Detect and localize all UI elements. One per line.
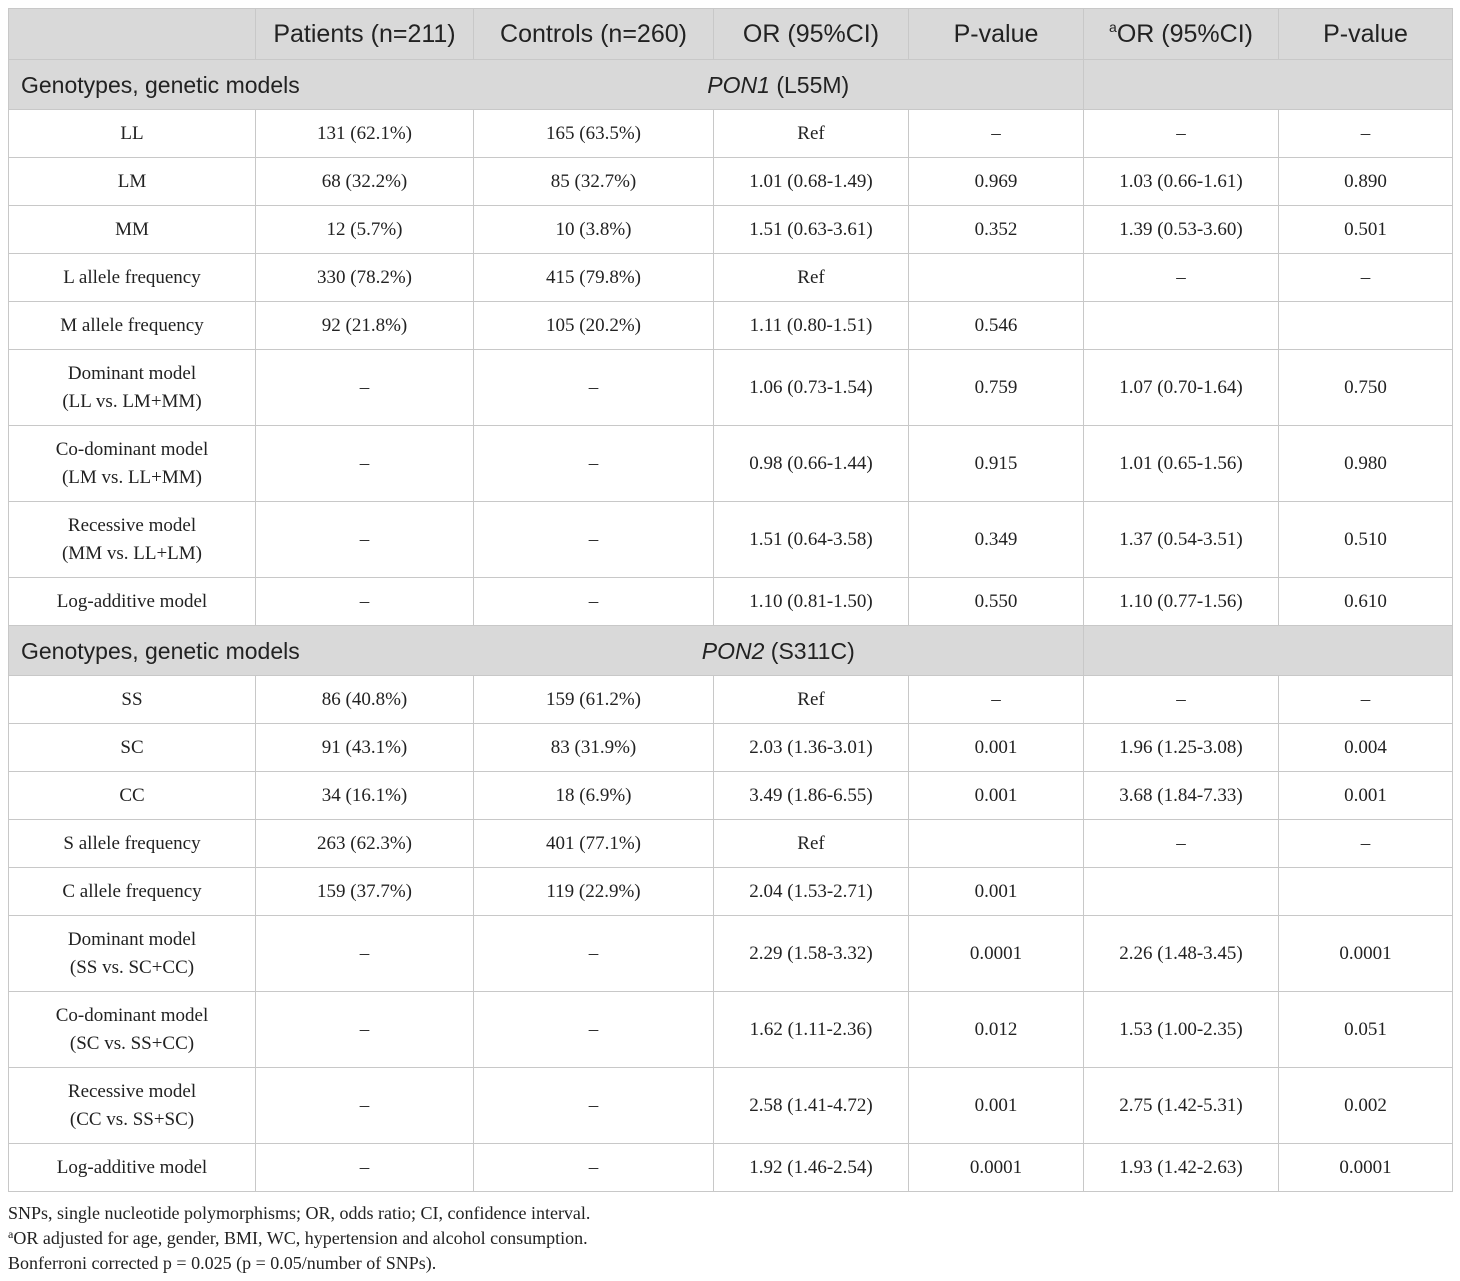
row-label — [9, 350, 256, 426]
row-label-line: SS — [121, 688, 143, 710]
cell-p-value: 0.0001 — [909, 1144, 1084, 1192]
cell-controls: 401 (77.1%) — [474, 820, 714, 868]
cell-controls: – — [474, 916, 714, 992]
row-label — [9, 302, 256, 350]
cell-or: 1.11 (0.80-1.51) — [714, 302, 909, 350]
cell-adjusted-p-value: 0.750 — [1279, 350, 1453, 426]
gene-name: PON1 — [707, 71, 770, 98]
cell-or: 1.10 (0.81-1.50) — [714, 578, 909, 626]
cell-p-value: 0.001 — [909, 868, 1084, 916]
cell-adjusted-or: – — [1084, 820, 1279, 868]
cell-or: 1.51 (0.64-3.58) — [714, 502, 909, 578]
cell-controls: – — [474, 1068, 714, 1144]
table-row — [9, 426, 1453, 502]
row-label — [9, 110, 256, 158]
cell-or: 1.92 (1.46-2.54) — [714, 1144, 909, 1192]
cell-adjusted-p-value: 0.890 — [1279, 158, 1453, 206]
gene-variant: (S311C) — [764, 637, 855, 664]
header-controls: Controls (n=260) — [474, 9, 714, 60]
row-label-line: (SC vs. SS+CC) — [69, 1032, 195, 1054]
cell-or: Ref — [714, 676, 909, 724]
row-label-line: Co-dominant model — [55, 438, 209, 460]
row-label-line: (CC vs. SS+SC) — [69, 1108, 195, 1130]
header-or: OR (95%CI) — [714, 9, 909, 60]
cell-adjusted-or: 3.68 (1.84-7.33) — [1084, 772, 1279, 820]
row-label-line: SC — [120, 736, 144, 758]
cell-adjusted-p-value: – — [1279, 820, 1453, 868]
header-p-value: P-value — [909, 9, 1084, 60]
row-label — [9, 1144, 256, 1192]
cell-adjusted-p-value: 0.0001 — [1279, 916, 1453, 992]
row-label — [9, 206, 256, 254]
section-label: Genotypes, genetic models — [9, 626, 474, 676]
row-label-line: (SS vs. SC+CC) — [69, 956, 195, 978]
cell-adjusted-p-value: – — [1279, 110, 1453, 158]
cell-p-value — [909, 254, 1084, 302]
cell-p-value: – — [909, 676, 1084, 724]
cell-p-value — [909, 820, 1084, 868]
cell-p-value: 0.001 — [909, 1068, 1084, 1144]
cell-p-value: – — [909, 110, 1084, 158]
row-label-line: LL — [120, 122, 144, 144]
cell-adjusted-or: 2.26 (1.48-3.45) — [1084, 916, 1279, 992]
cell-controls: – — [474, 1144, 714, 1192]
footnote-adjusted-or-text: OR adjusted for age, gender, BMI, WC, hypertension and alcohol consumption. — [13, 1228, 588, 1248]
cell-controls: 85 (32.7%) — [474, 158, 714, 206]
cell-patients: – — [256, 916, 474, 992]
cell-adjusted-p-value: – — [1279, 254, 1453, 302]
header-adjusted-or-label: OR (95%CI) — [1116, 20, 1253, 48]
cell-p-value: 0.759 — [909, 350, 1084, 426]
cell-or: 0.98 (0.66-1.44) — [714, 426, 909, 502]
header-adjusted-or — [1084, 9, 1279, 60]
cell-adjusted-or: 1.53 (1.00-2.35) — [1084, 992, 1279, 1068]
cell-or: 2.03 (1.36-3.01) — [714, 724, 909, 772]
cell-patients: – — [256, 1144, 474, 1192]
cell-adjusted-p-value: 0.980 — [1279, 426, 1453, 502]
cell-adjusted-or: 1.39 (0.53-3.60) — [1084, 206, 1279, 254]
cell-adjusted-p-value: – — [1279, 676, 1453, 724]
cell-controls: – — [474, 426, 714, 502]
table-footnotes — [8, 1201, 590, 1276]
section-filler — [1084, 60, 1453, 110]
row-label-line: (LL vs. LM+MM) — [62, 390, 202, 412]
table-row — [9, 916, 1453, 992]
table-row — [9, 1068, 1453, 1144]
table-row — [9, 158, 1453, 206]
cell-controls: 119 (22.9%) — [474, 868, 714, 916]
cell-patients: 34 (16.1%) — [256, 772, 474, 820]
row-label — [9, 426, 256, 502]
table-row — [9, 350, 1453, 426]
cell-patients: – — [256, 502, 474, 578]
table-row — [9, 772, 1453, 820]
cell-adjusted-or: – — [1084, 254, 1279, 302]
cell-p-value: 0.969 — [909, 158, 1084, 206]
table-row — [9, 820, 1453, 868]
cell-controls: 105 (20.2%) — [474, 302, 714, 350]
row-label-line: Dominant model — [67, 362, 197, 384]
cell-or: 1.51 (0.63-3.61) — [714, 206, 909, 254]
cell-controls: 18 (6.9%) — [474, 772, 714, 820]
cell-controls: – — [474, 502, 714, 578]
cell-controls: – — [474, 992, 714, 1068]
row-label — [9, 158, 256, 206]
table-row — [9, 206, 1453, 254]
table-row — [9, 578, 1453, 626]
footnote-adjusted-or-sup: a — [8, 1227, 14, 1241]
section-header-row — [9, 60, 1453, 110]
cell-adjusted-or: 1.10 (0.77-1.56) — [1084, 578, 1279, 626]
table-row — [9, 868, 1453, 916]
row-label-line: LM — [117, 170, 147, 192]
cell-adjusted-p-value: 0.002 — [1279, 1068, 1453, 1144]
cell-adjusted-or: 1.03 (0.66-1.61) — [1084, 158, 1279, 206]
table-header-row — [9, 9, 1453, 60]
row-label-line: Recessive model — [67, 514, 197, 536]
header-adjusted-p-value: P-value — [1279, 9, 1453, 60]
cell-controls: 165 (63.5%) — [474, 110, 714, 158]
cell-patients: 263 (62.3%) — [256, 820, 474, 868]
cell-adjusted-p-value: 0.501 — [1279, 206, 1453, 254]
row-label-line: Co-dominant model — [55, 1004, 209, 1026]
cell-adjusted-p-value: 0.510 — [1279, 502, 1453, 578]
row-label — [9, 992, 256, 1068]
cell-adjusted-p-value: 0.001 — [1279, 772, 1453, 820]
cell-patients: 91 (43.1%) — [256, 724, 474, 772]
row-label-line: Dominant model — [67, 928, 197, 950]
row-label — [9, 578, 256, 626]
table-row — [9, 676, 1453, 724]
cell-adjusted-p-value: 0.051 — [1279, 992, 1453, 1068]
cell-patients: 92 (21.8%) — [256, 302, 474, 350]
cell-or: 1.06 (0.73-1.54) — [714, 350, 909, 426]
cell-adjusted-or — [1084, 868, 1279, 916]
cell-patients: – — [256, 426, 474, 502]
cell-patients: – — [256, 350, 474, 426]
cell-adjusted-or: 1.07 (0.70-1.64) — [1084, 350, 1279, 426]
section-filler — [1084, 626, 1453, 676]
cell-adjusted-or: – — [1084, 676, 1279, 724]
cell-or: 2.29 (1.58-3.32) — [714, 916, 909, 992]
row-label — [9, 868, 256, 916]
section-header-row — [9, 626, 1453, 676]
cell-adjusted-p-value: 0.0001 — [1279, 1144, 1453, 1192]
cell-adjusted-or: – — [1084, 110, 1279, 158]
section-label: Genotypes, genetic models — [9, 60, 474, 110]
footnote-abbreviations: SNPs, single nucleotide polymorphisms; OR, odds ratio; CI, confidence interval. — [8, 1203, 591, 1223]
cell-controls: 10 (3.8%) — [474, 206, 714, 254]
row-label — [9, 772, 256, 820]
row-label — [9, 1068, 256, 1144]
gene-variant: (L55M) — [769, 71, 850, 98]
header-blank — [9, 9, 256, 60]
cell-or: 1.62 (1.11-2.36) — [714, 992, 909, 1068]
header-adjusted-or-sup: a — [1109, 19, 1117, 35]
cell-patients: – — [256, 1068, 474, 1144]
header-patients: Patients (n=211) — [256, 9, 474, 60]
row-label — [9, 676, 256, 724]
row-label-line: M allele frequency — [60, 314, 204, 336]
footnote-adjusted-or — [8, 1226, 590, 1251]
cell-or: 2.58 (1.41-4.72) — [714, 1068, 909, 1144]
cell-patients: 330 (78.2%) — [256, 254, 474, 302]
row-label-line: Log-additive model — [56, 590, 208, 612]
cell-p-value: 0.012 — [909, 992, 1084, 1068]
row-label-line: (LM vs. LL+MM) — [61, 466, 202, 488]
gene-name: PON2 — [701, 637, 765, 664]
row-label-line: (MM vs. LL+LM) — [61, 542, 202, 564]
cell-controls: – — [474, 350, 714, 426]
section-gene-title — [474, 626, 1084, 676]
cell-p-value: 0.0001 — [909, 916, 1084, 992]
cell-controls: 83 (31.9%) — [474, 724, 714, 772]
table-row — [9, 724, 1453, 772]
cell-controls: 159 (61.2%) — [474, 676, 714, 724]
cell-patients: 159 (37.7%) — [256, 868, 474, 916]
row-label-line: C allele frequency — [62, 880, 202, 902]
genotype-association-table — [8, 8, 1453, 1192]
cell-or: Ref — [714, 820, 909, 868]
cell-adjusted-p-value: 0.004 — [1279, 724, 1453, 772]
cell-p-value: 0.352 — [909, 206, 1084, 254]
cell-p-value: 0.546 — [909, 302, 1084, 350]
row-label — [9, 820, 256, 868]
cell-p-value: 0.001 — [909, 772, 1084, 820]
row-label-line: MM — [115, 218, 149, 240]
table-row — [9, 254, 1453, 302]
cell-adjusted-or: 1.96 (1.25-3.08) — [1084, 724, 1279, 772]
row-label-line: S allele frequency — [63, 832, 201, 854]
footnote-bonferroni: Bonferroni corrected p = 0.025 (p = 0.05/number of SNPs). — [8, 1253, 437, 1273]
row-label — [9, 916, 256, 992]
table-row — [9, 502, 1453, 578]
cell-patients: 131 (62.1%) — [256, 110, 474, 158]
cell-p-value: 0.349 — [909, 502, 1084, 578]
table-row — [9, 992, 1453, 1068]
cell-p-value: 0.550 — [909, 578, 1084, 626]
row-label-line: Recessive model — [67, 1080, 197, 1102]
cell-p-value: 0.001 — [909, 724, 1084, 772]
cell-patients: 12 (5.7%) — [256, 206, 474, 254]
cell-adjusted-or: 1.93 (1.42-2.63) — [1084, 1144, 1279, 1192]
cell-adjusted-or — [1084, 302, 1279, 350]
cell-patients: – — [256, 992, 474, 1068]
cell-adjusted-or: 1.01 (0.65-1.56) — [1084, 426, 1279, 502]
table-row — [9, 302, 1453, 350]
row-label-line: Log-additive model — [56, 1156, 208, 1178]
cell-p-value: 0.915 — [909, 426, 1084, 502]
cell-patients: 86 (40.8%) — [256, 676, 474, 724]
row-label — [9, 724, 256, 772]
cell-adjusted-p-value: 0.610 — [1279, 578, 1453, 626]
cell-adjusted-p-value — [1279, 302, 1453, 350]
cell-controls: 415 (79.8%) — [474, 254, 714, 302]
cell-or: 3.49 (1.86-6.55) — [714, 772, 909, 820]
cell-adjusted-or: 2.75 (1.42-5.31) — [1084, 1068, 1279, 1144]
row-label — [9, 254, 256, 302]
cell-or: Ref — [714, 110, 909, 158]
row-label-line: CC — [119, 784, 145, 806]
table-row — [9, 110, 1453, 158]
cell-or: 2.04 (1.53-2.71) — [714, 868, 909, 916]
table-body — [9, 60, 1453, 1192]
row-label-line: L allele frequency — [63, 266, 201, 288]
cell-patients: – — [256, 578, 474, 626]
row-label — [9, 502, 256, 578]
cell-patients: 68 (32.2%) — [256, 158, 474, 206]
cell-adjusted-p-value — [1279, 868, 1453, 916]
cell-controls: – — [474, 578, 714, 626]
cell-or: Ref — [714, 254, 909, 302]
cell-adjusted-or: 1.37 (0.54-3.51) — [1084, 502, 1279, 578]
cell-or: 1.01 (0.68-1.49) — [714, 158, 909, 206]
table-row — [9, 1144, 1453, 1192]
section-gene-title — [474, 60, 1084, 110]
